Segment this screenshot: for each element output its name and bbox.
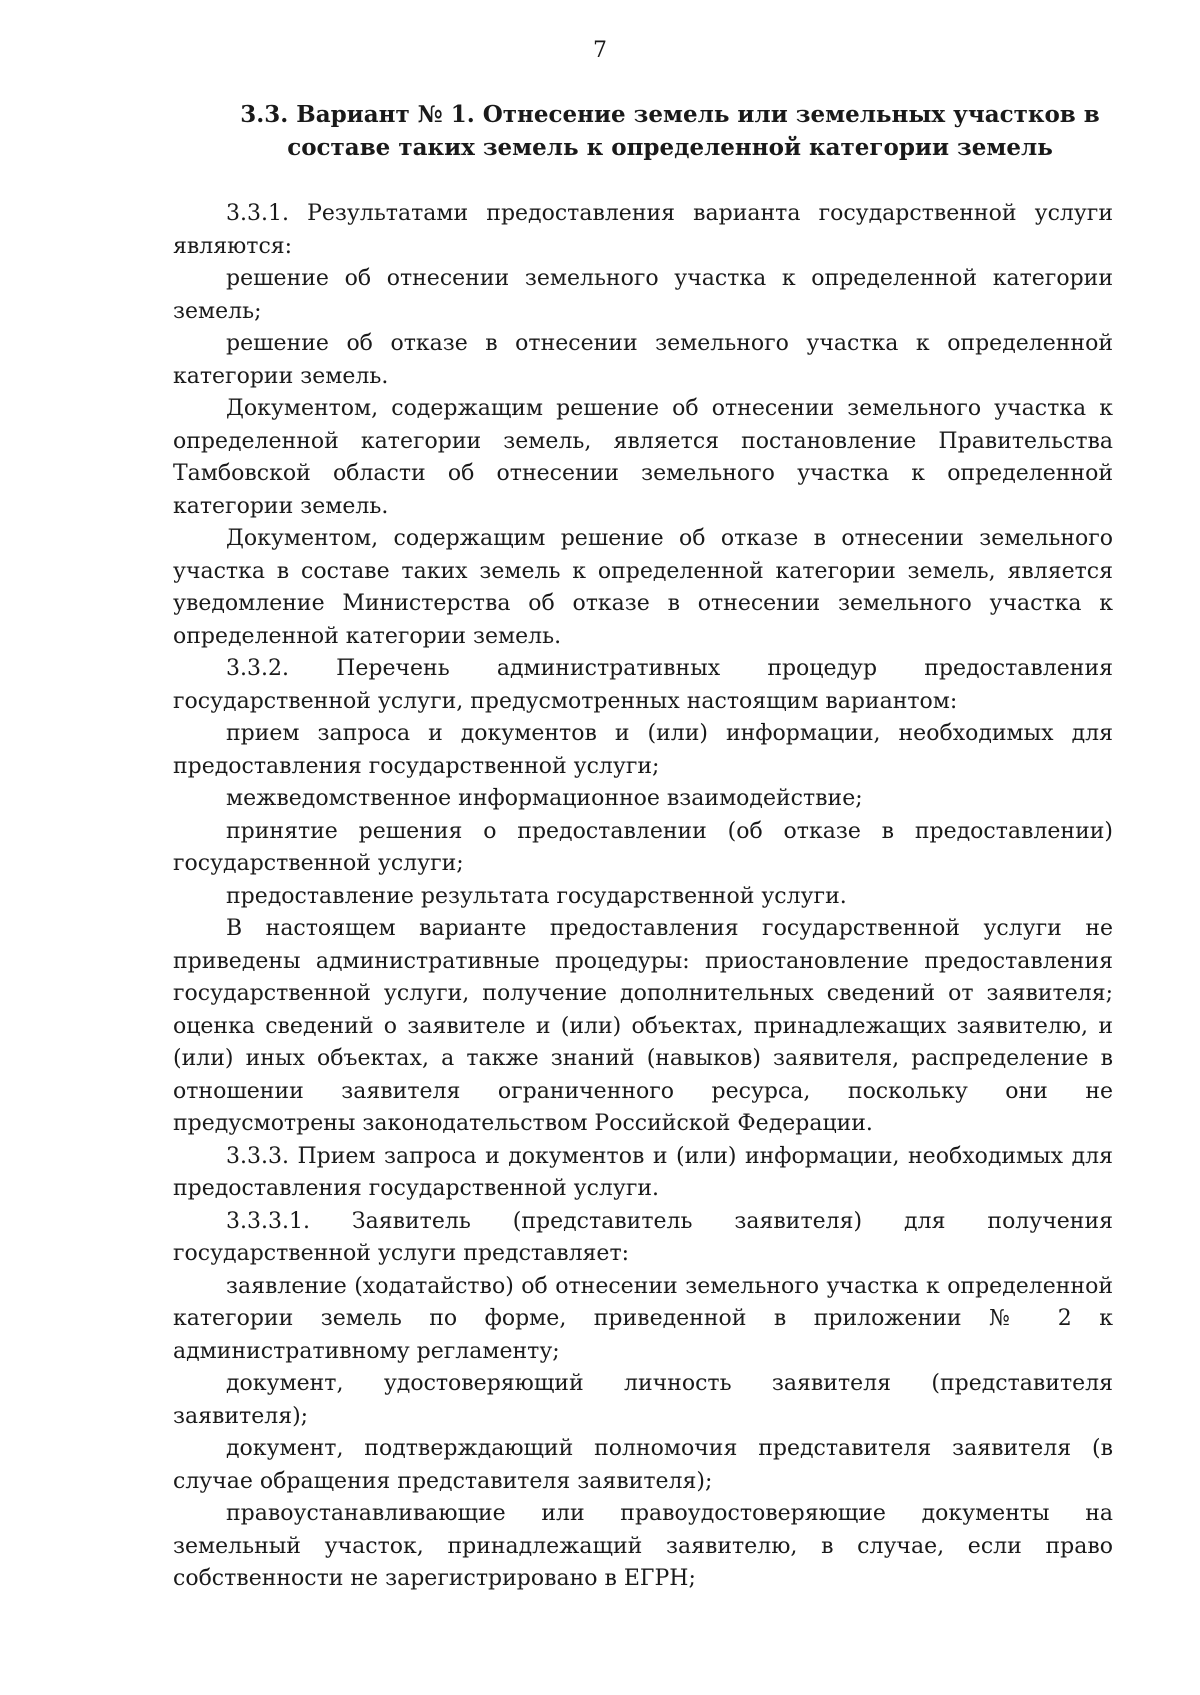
paragraph: 3.3.3.1. Заявитель (представитель заявителя) для получения государственной услуги представляет: xyxy=(173,1208,1113,1266)
paragraph: заявление (ходатайство) об отнесении земельного участка к определенной категории земель по форме, приведенной в приложении № 2 к административному регламенту; xyxy=(173,1273,1113,1364)
paragraph: Документом, содержащим решение об отказе в отнесении земельного участка в составе таких земель к определенной категории земель, является уведомление Министерства об отказе в отнесении земельного участка к определенной категории земель. xyxy=(173,526,1113,649)
paragraph: правоустанавливающие или правоудостоверяющие документы на земельный участок, принадлежащий заявителю, в случае, если право собственности не зарегистрировано в ЕГРН; xyxy=(173,1501,1113,1591)
paragraph: В настоящем варианте предоставления государственной услуги не приведены административные процедуры: приостановление предоставления государственной услуги, получение дополнительных сведений от заявителя; оценка сведений о заявителе и (или) объектах, принадлежащих заявителю, и (или) иных объектах, а также знаний (навыков) заявителя, распределение в отношении заявителя ограниченного ресурса, поскольку они не предусмотрены законодательством Российской Федерации. xyxy=(173,916,1113,1136)
paragraph: предоставление результата государственной услуги. xyxy=(226,883,847,909)
paragraph: прием запроса и документов и (или) информации, необходимых для предоставления государственной услуги; xyxy=(173,721,1113,779)
paragraph: 3.3.3. Прием запроса и документов и (или) информации, необходимых для предоставления государственной услуги. xyxy=(173,1143,1113,1201)
paragraph: 3.3.2. Перечень административных процедур предоставления государственной услуги, предусмотренных настоящим вариантом: xyxy=(173,656,1113,714)
paragraph: решение об отнесении земельного участка к определенной категории земель; xyxy=(173,266,1113,324)
page-number: 7 xyxy=(593,38,607,63)
paragraph: Документом, содержащим решение об отнесении земельного участка к определенной категории земель, является постановление Правительства Тамбовской области об отнесении земельного участка к определенной категории земель. xyxy=(173,396,1113,519)
paragraph: решение об отказе в отнесении земельного участка к определенной категории земель. xyxy=(173,331,1113,389)
section-title: 3.3. Вариант № 1. Отнесение земель или земельных участков в составе таких земель к определенной категории земель xyxy=(240,101,1100,161)
paragraph: документ, удостоверяющий личность заявителя (представителя заявителя); xyxy=(173,1371,1113,1429)
paragraph: принятие решения о предоставлении (об отказе в предоставлении) государственной услуги; xyxy=(173,818,1113,876)
paragraph: 3.3.1. Результатами предоставления варианта государственной услуги являются: xyxy=(173,201,1113,259)
body-text xyxy=(173,198,1113,1596)
paragraph: межведомственное информационное взаимодействие; xyxy=(226,786,863,811)
paragraph: документ, подтверждающий полномочия представителя заявителя (в случае обращения представителя заявителя); xyxy=(173,1436,1113,1494)
